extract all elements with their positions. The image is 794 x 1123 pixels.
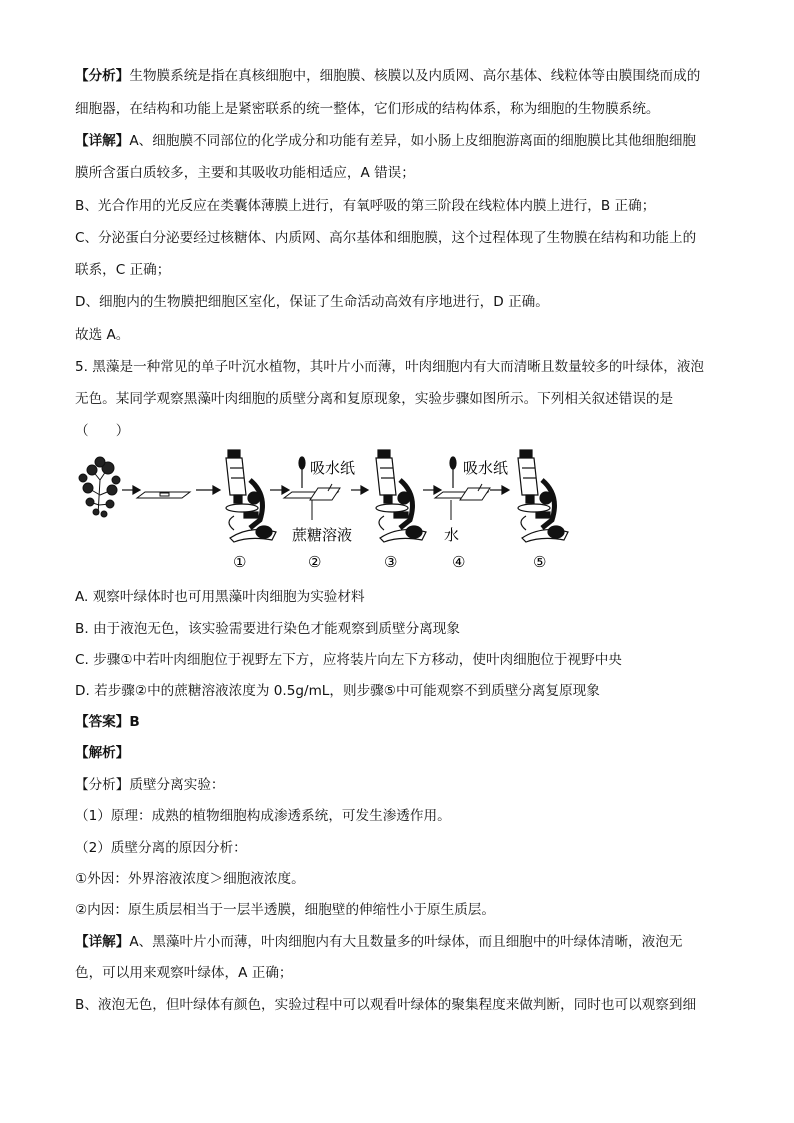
jiexi-heading: 【解析】 — [75, 745, 130, 761]
plant-icon — [79, 457, 120, 517]
label-absorbent-paper-1: 吸水纸 — [310, 459, 356, 477]
conclusion-line: 故选 A。 — [75, 327, 130, 343]
dropper-icon — [299, 457, 305, 488]
q5-detail-line-1 — [75, 932, 682, 952]
option-d: D. 若步骤②中的蔗糖溶液浓度为 0.5g/mL，则步骤⑤中可能观察不到质壁分离复原现象 — [75, 683, 600, 699]
analysis-line-2: 细胞器，在结构和功能上是紧密联系的统一整体，它们形成的结构体系，称为细胞的生物膜系统。 — [75, 101, 660, 117]
detail-c-line-2: 联系，C 正确； — [75, 262, 171, 278]
q5-stem-line-1: 5. 黑藻是一种常见的单子叶沉水植物，其叶片小而薄，叶肉细胞内有大而清晰且数量较多的叶绿体，液泡 — [75, 359, 705, 375]
q5-detail-text: A、黑藻叶片小而薄，叶肉细胞内有大且数量多的叶绿体，而且细胞中的叶绿体清晰，液泡无 — [129, 934, 683, 950]
step-4-label: ④ — [452, 553, 466, 571]
step-1-label: ① — [233, 553, 247, 571]
q5-detail-tag: 【详解】 — [75, 934, 130, 950]
internal-cause-line: ②内因：原生质层相当于一层半透膜，细胞壁的伸缩性小于原生质层。 — [75, 902, 495, 918]
external-cause-line: ①外因：外界溶液浓度＞细胞液浓度。 — [75, 871, 305, 887]
option-c: C. 步骤①中若叶肉细胞位于视野左下方，应将装片向左下方移动，使叶肉细胞位于视野中央 — [75, 652, 622, 668]
q5-stem-line-2: 无色。某同学观察黑藻叶肉细胞的质壁分离和复原现象，实验步骤如图所示。下列相关叙述错误的是 — [75, 391, 674, 407]
q5-detail-b-line: B、液泡无色，但叶绿体有颜色，实验过程中可以观看叶绿体的聚集程度来做判断，同时也可以观察到细 — [75, 997, 697, 1013]
analysis-text: 生物膜系统是指在真核细胞中，细胞膜、核膜以及内质网、高尔基体、线粒体等由膜围绕而成的 — [129, 68, 701, 84]
microscope-icon — [518, 450, 568, 542]
principle-line: （1）原理：成熟的植物细胞构成渗透系统，可发生渗透作用。 — [75, 808, 451, 824]
step-3-label: ③ — [384, 553, 398, 571]
option-b: B. 由于液泡无色，该实验需要进行染色才能观察到质壁分离现象 — [75, 621, 460, 637]
slide-icon — [137, 492, 190, 498]
slide-with-paper-icon — [435, 484, 490, 520]
microscope-icon — [226, 450, 276, 542]
option-a: A. 观察叶绿体时也可用黑藻叶肉细胞为实验材料 — [75, 589, 365, 605]
step-5-label: ⑤ — [533, 553, 547, 571]
detail-text: A、细胞膜不同部位的化学成分和功能有差异，如小肠上皮细胞游离面的细胞膜比其他细胞细胞 — [129, 133, 697, 149]
detail-b-line: B、光合作用的光反应在类囊体薄膜上进行，有氧呼吸的第三阶段在线粒体内膜上进行，B 正确； — [75, 198, 656, 214]
detail-line-1 — [75, 131, 696, 151]
slide-with-paper-icon — [284, 484, 340, 520]
q5-analysis-line: 【分析】质壁分离实验： — [75, 777, 225, 793]
label-absorbent-paper-2: 吸水纸 — [463, 459, 509, 477]
label-sucrose-solution: 蔗糖溶液 — [292, 526, 353, 544]
q5-answer-paren: （ ） — [75, 423, 130, 439]
reason-line: （2）质壁分离的原因分析： — [75, 840, 247, 856]
detail-line-2: 膜所含蛋白质较多，主要和其吸收功能相适应，A 错误； — [75, 165, 415, 181]
microscope-icon — [376, 450, 426, 542]
analysis-tag: 【分析】 — [75, 68, 130, 84]
answer-line: 【答案】B — [75, 714, 140, 730]
step-2-label: ② — [308, 553, 322, 571]
experiment-figure — [70, 440, 610, 575]
label-water: 水 — [444, 526, 460, 544]
q5-detail-line-2: 色，可以用来观察叶绿体，A 正确； — [75, 965, 293, 981]
dropper-icon — [450, 457, 456, 488]
analysis-line-1 — [75, 66, 700, 86]
detail-c-line-1: C、分泌蛋白分泌要经过核糖体、内质网、高尔基体和细胞膜，这个过程体现了生物膜在结构和功能上的 — [75, 230, 697, 246]
detail-d-line: D、细胞内的生物膜把细胞区室化，保证了生命活动高效有序地进行，D 正确。 — [75, 294, 549, 310]
detail-tag: 【详解】 — [75, 133, 130, 149]
